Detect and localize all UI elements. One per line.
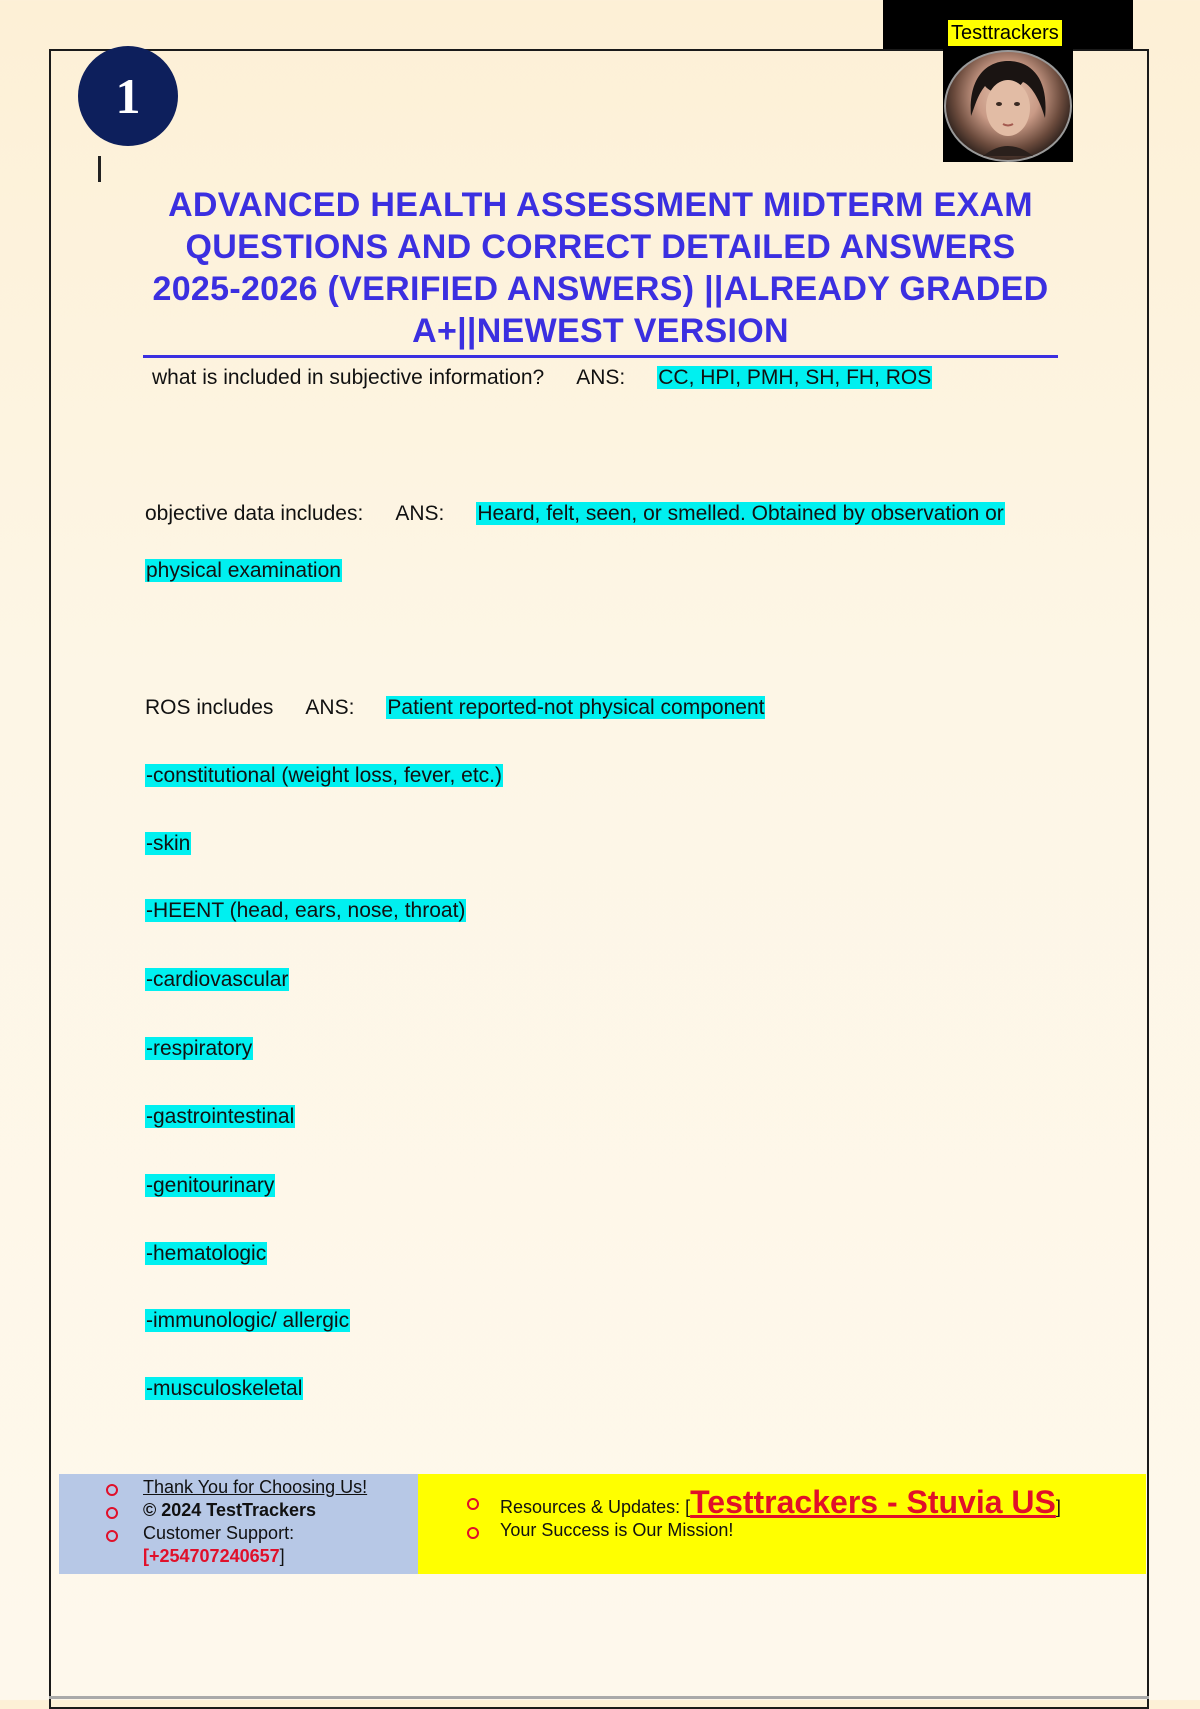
qa-row-objective-cont xyxy=(145,559,342,583)
bullet-icon xyxy=(106,1484,118,1496)
ros-item: -immunologic/ allergic xyxy=(146,1309,350,1332)
ans-label: ANS: xyxy=(576,366,626,389)
avatar-frame xyxy=(943,49,1073,162)
footer-resources xyxy=(418,1474,1146,1574)
stuvia-link[interactable]: Testtrackers - Stuvia US xyxy=(690,1484,1056,1520)
qa-row-ros xyxy=(145,696,765,720)
support-phone[interactable]: [+254707240657] xyxy=(143,1546,285,1566)
ros-item: -cardiovascular xyxy=(146,968,289,991)
thank-you-link[interactable]: Thank You for Choosing Us! xyxy=(143,1477,368,1497)
avatar xyxy=(944,50,1072,162)
mission-text: Your Success is Our Mission! xyxy=(500,1520,734,1540)
bullet-icon xyxy=(467,1527,479,1539)
bullet-icon xyxy=(106,1507,118,1519)
ans-label: ANS: xyxy=(305,696,355,719)
document-title: ADVANCED HEALTH ASSESSMENT MIDTERM EXAM QUESTIONS AND CORRECT DETAILED ANSWERS 2025-2026 (VERIFIED ANSWERS) ||ALREADY GRADED A+||NEWEST VERSION xyxy=(152,186,1049,350)
ros-item: -HEENT (head, ears, nose, throat) xyxy=(146,899,466,922)
title-underline xyxy=(143,355,1058,358)
ros-item: -skin xyxy=(146,832,191,855)
question-text: what is included in subjective information? xyxy=(152,366,545,389)
text-cursor xyxy=(98,156,101,182)
copyright-text: © 2024 TestTrackers xyxy=(143,1500,317,1520)
ans-label: ANS: xyxy=(395,502,445,525)
answer-highlight: Patient reported-not physical component xyxy=(387,696,765,719)
answer-highlight: Heard, felt, seen, or smelled. Obtained by observation or xyxy=(477,502,1004,525)
page-bottom-rule xyxy=(49,1696,1149,1699)
ros-item: -constitutional (weight loss, fever, etc.) xyxy=(146,764,502,787)
ros-item: -hematologic xyxy=(146,1242,267,1265)
resources-line: Resources & Updates: [Testtrackers - Stuvia US] xyxy=(500,1484,1061,1520)
portrait-icon xyxy=(963,56,1053,156)
question-text: ROS includes xyxy=(145,696,274,719)
answer-highlight: physical examination xyxy=(146,559,341,582)
question-text: objective data includes: xyxy=(145,502,364,525)
bullet-icon xyxy=(467,1498,479,1510)
ros-item: -respiratory xyxy=(146,1037,253,1060)
footer-contact xyxy=(59,1474,418,1574)
answer-highlight: CC, HPI, PMH, SH, FH, ROS xyxy=(658,366,932,389)
support-label: Customer Support: xyxy=(143,1523,295,1543)
ros-item: -musculoskeletal xyxy=(146,1377,303,1400)
brand-tag: Testtrackers xyxy=(948,20,1062,46)
ros-item: -genitourinary xyxy=(146,1174,275,1197)
page-number-badge: 1 xyxy=(78,46,178,146)
qa-row-subjective xyxy=(152,366,932,390)
ros-item: -gastrointestinal xyxy=(146,1105,295,1128)
bullet-icon xyxy=(106,1530,118,1542)
qa-row-objective xyxy=(145,502,1005,526)
